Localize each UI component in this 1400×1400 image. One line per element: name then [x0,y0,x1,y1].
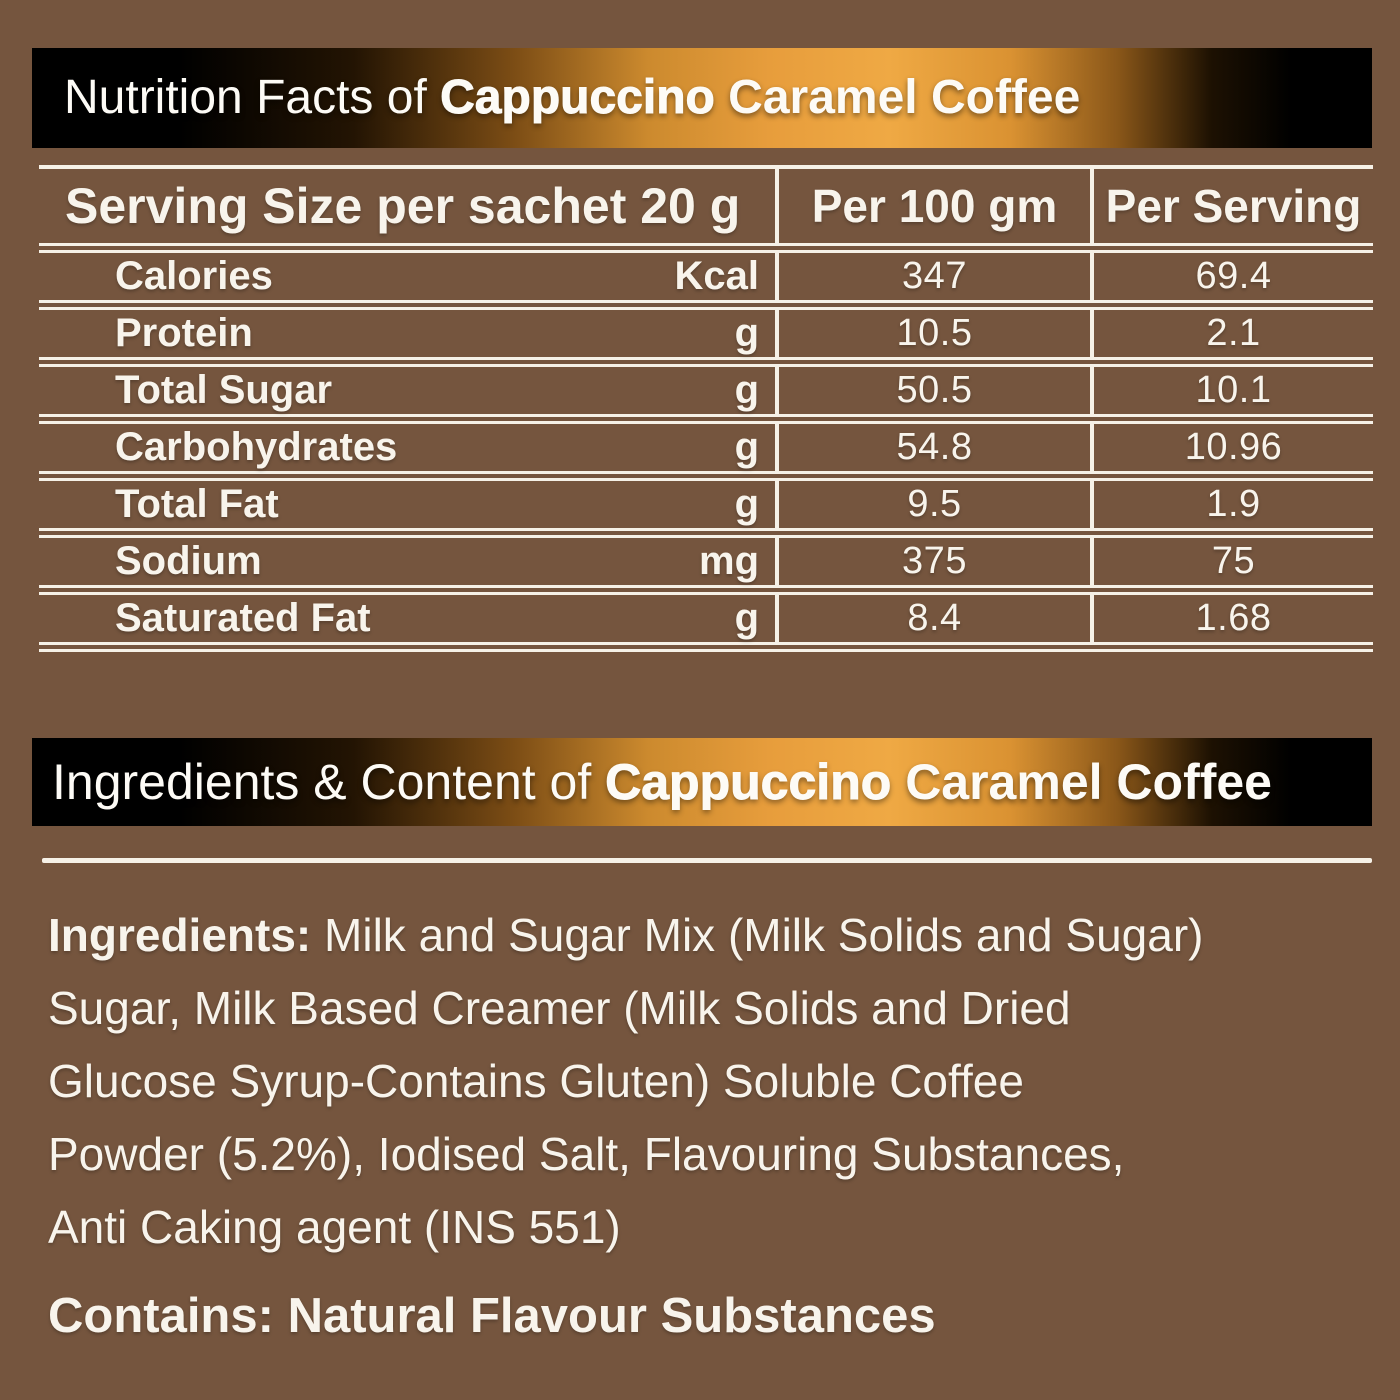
per-serving-value: 69.4 [1090,253,1373,300]
nutrient-label: Total Fat [115,482,279,526]
ingredients-line [48,899,1378,972]
nutrient-label: Sodium [115,539,262,583]
contains-text: Natural Flavour Substances [287,1289,936,1343]
table-row [39,538,1373,595]
per-serving-value: 1.68 [1090,595,1373,642]
per-100gm-value: 347 [775,253,1090,300]
banner-brand-text: Cappuccino [605,754,892,810]
nutrient-unit: g [734,482,759,526]
nutrient-unit: g [734,425,759,469]
banner-suffix-text: Caramel Coffee [728,71,1081,124]
contains-statement [48,1288,936,1344]
nutrient-label: Total Sugar [115,368,333,412]
nutrient-unit: g [734,596,759,640]
per-serving-value: 75 [1090,538,1373,585]
nutrient-unit: g [734,368,759,412]
contains-label: Contains: [48,1289,274,1343]
section-divider-line [42,858,1372,863]
ingredients-line-text: Milk and Sugar Mix (Milk Solids and Sugar) [324,909,1204,961]
ingredients-label: Ingredients: [48,909,312,961]
banner-suffix-text: Caramel Coffee [905,754,1272,810]
ingredients-text [48,899,1378,1264]
table-row [39,367,1373,424]
nutrient-unit: mg [699,539,759,583]
ingredients-line: Glucose Syrup-Contains Gluten) Soluble Coffee [48,1055,1024,1107]
table-row [39,253,1373,310]
ingredients-line: Powder (5.2%), Iodised Salt, Flavouring Substances, [48,1128,1125,1180]
per-100gm-value: 9.5 [775,481,1090,528]
per-100gm-value: 375 [775,538,1090,585]
nutrition-table [39,165,1373,652]
per-serving-value: 10.96 [1090,424,1373,471]
per-100gm-header: Per 100 gm [775,169,1090,243]
banner-prefix-text: Ingredients & Content of [52,754,592,810]
per-serving-header: Per Serving [1090,169,1373,243]
per-serving-value: 2.1 [1090,310,1373,357]
banner-brand-text: Cappuccino [440,71,715,124]
table-row [39,310,1373,367]
serving-size-header: Serving Size per sachet 20 g [65,178,741,234]
per-100gm-value: 10.5 [775,310,1090,357]
ingredients-banner [32,738,1372,826]
banner-prefix-text: Nutrition Facts of [64,71,427,124]
nutrient-unit: g [734,311,759,355]
table-row [39,595,1373,652]
per-100gm-value: 54.8 [775,424,1090,471]
nutrient-label: Calories [115,254,273,298]
nutrient-label: Protein [115,311,253,355]
nutrient-label: Saturated Fat [115,596,371,640]
per-100gm-value: 8.4 [775,595,1090,642]
table-row [39,424,1373,481]
ingredients-line: Anti Caking agent (INS 551) [48,1201,621,1253]
table-row [39,481,1373,538]
nutrition-facts-banner [32,48,1372,148]
table-header-row [39,169,1373,253]
per-serving-value: 10.1 [1090,367,1373,414]
nutrient-unit: Kcal [674,254,759,298]
ingredients-line: Sugar, Milk Based Creamer (Milk Solids and Dried [48,982,1071,1034]
per-serving-value: 1.9 [1090,481,1373,528]
nutrient-label: Carbohydrates [115,425,398,469]
per-100gm-value: 50.5 [775,367,1090,414]
